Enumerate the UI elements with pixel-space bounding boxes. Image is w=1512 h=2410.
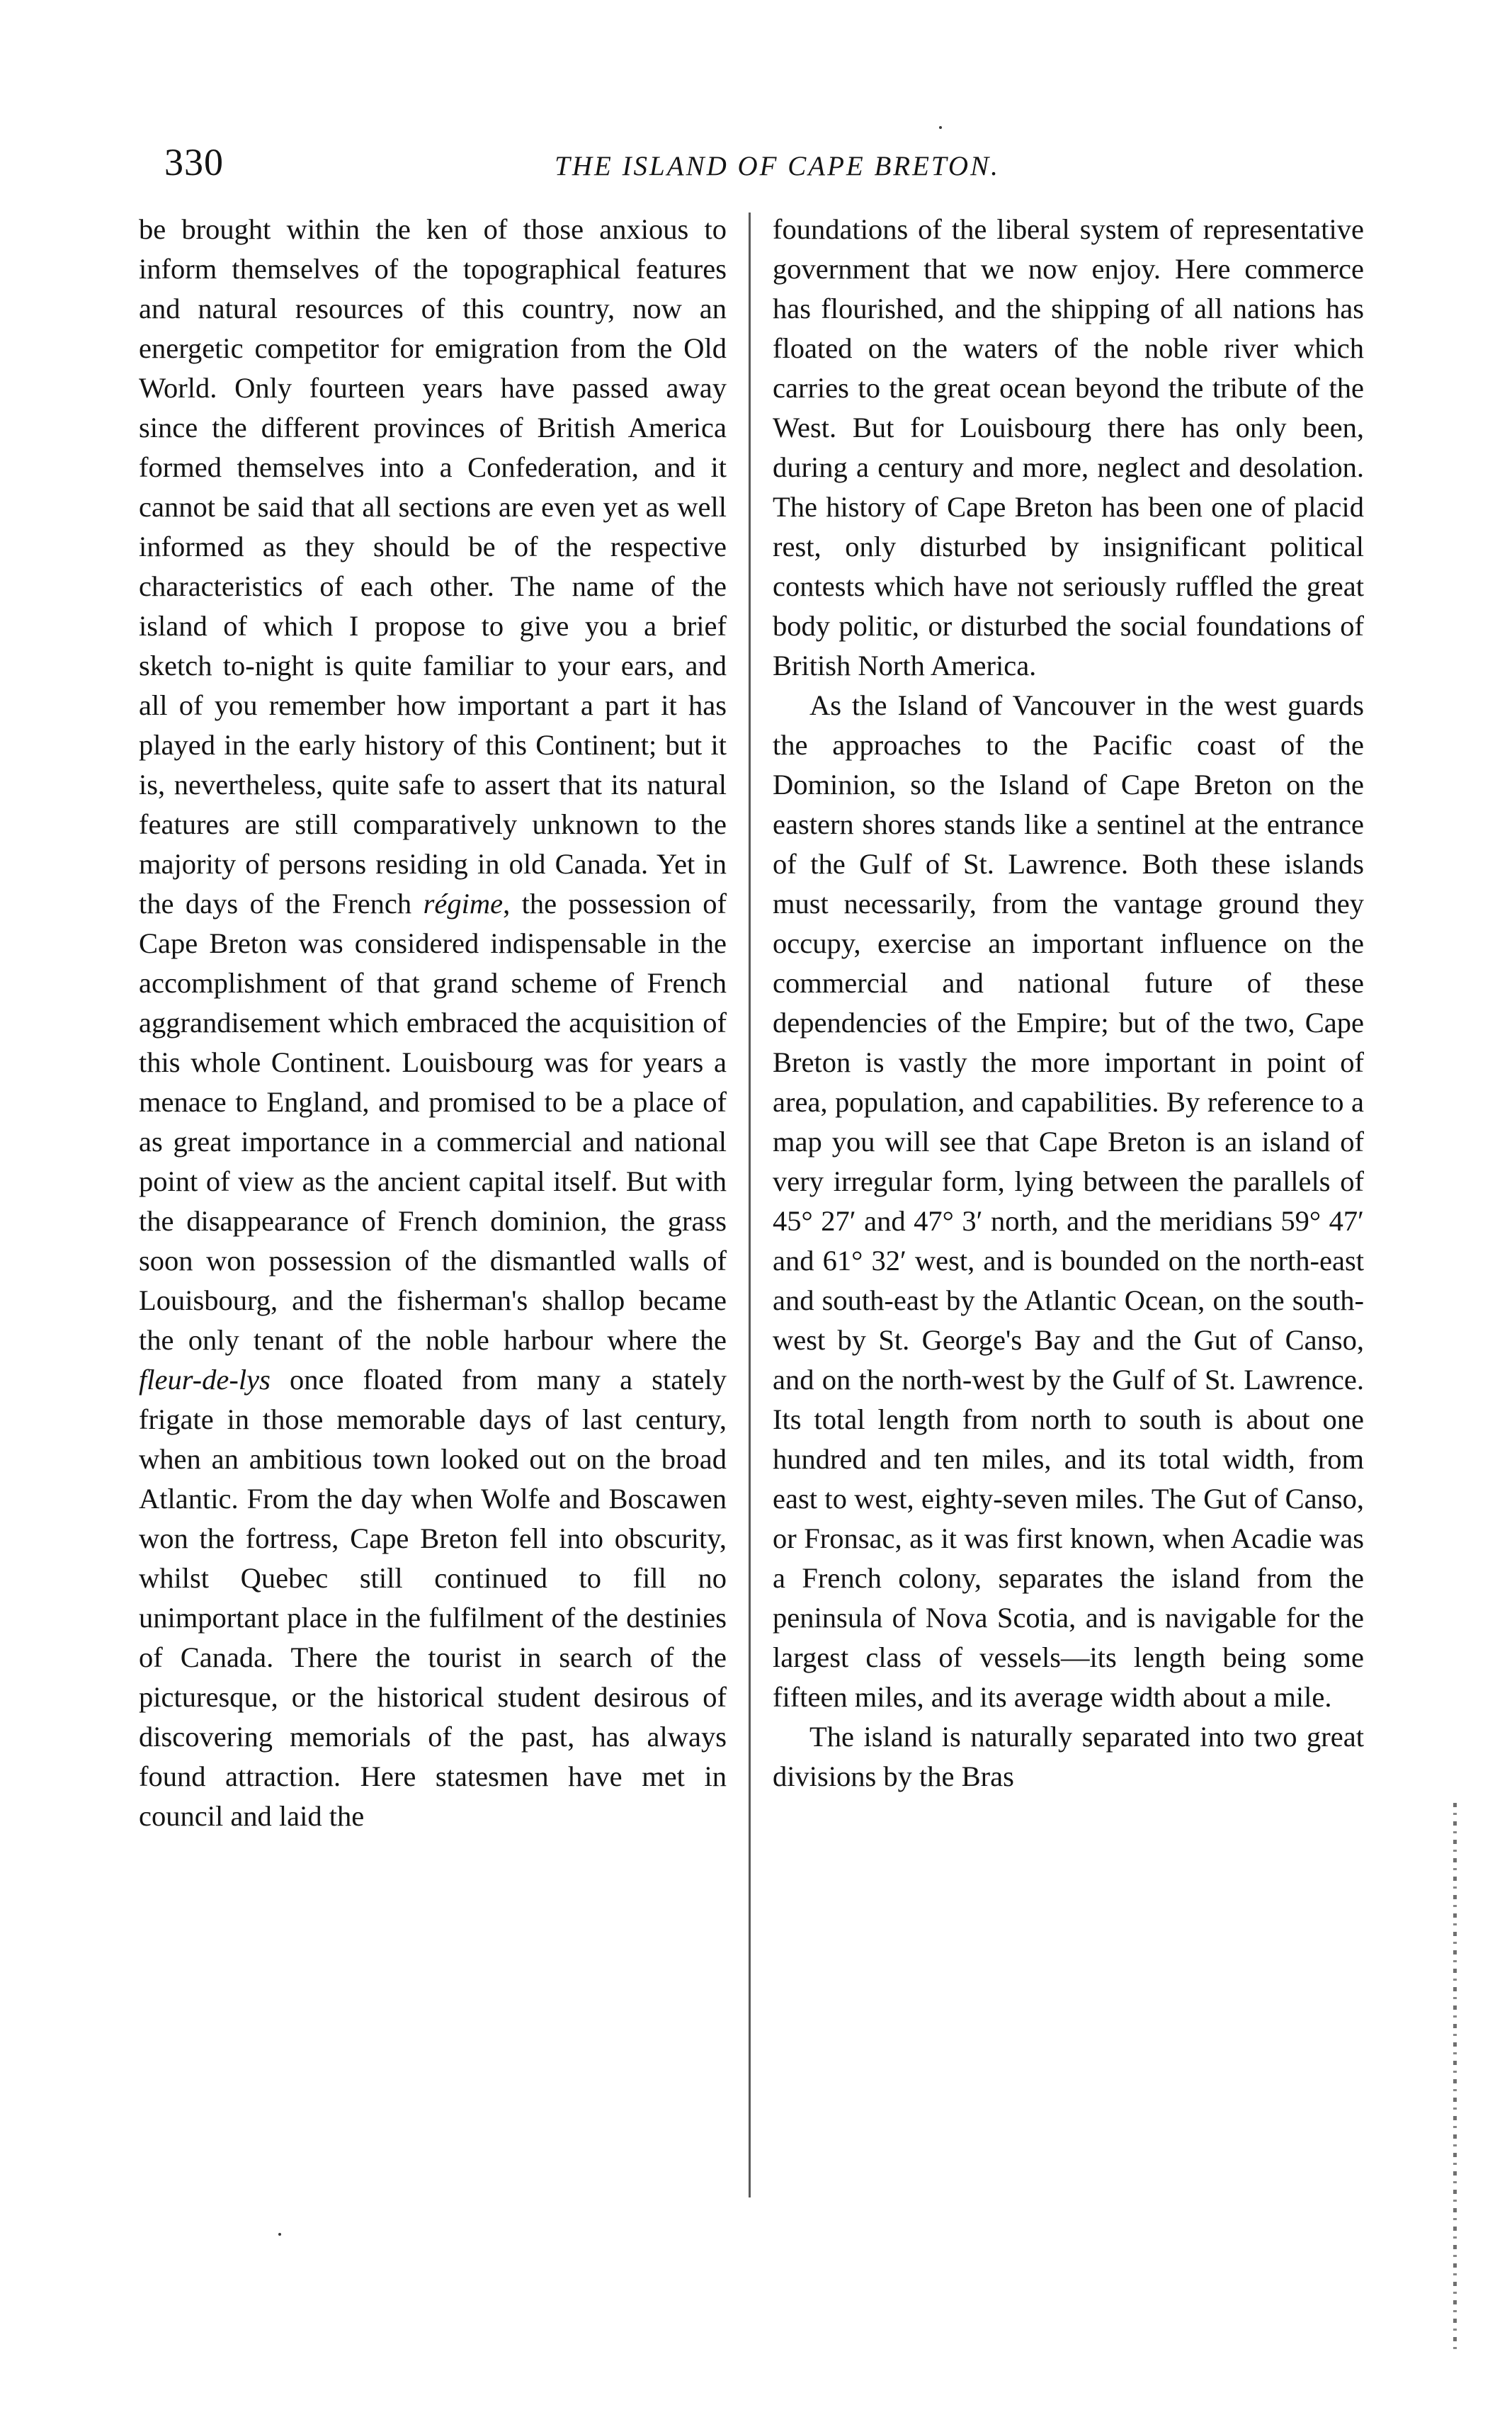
regime-italic: régime <box>423 888 504 920</box>
left-paragraph-1-part-b: , the possession of Cape Breton was considered indispensable in the accomplishment of that grand scheme of French aggrandisement which embraced the acquisition of this whole Continent. Louisbourg was for years a menace to England, and promised to be a place of as great importance in a commercial and national point of view as the ancient capital itself. But with the disappearance of French dominion, the grass soon won possession of the dismantled walls of Louisbourg, and the fisherman's shallop became the only tenant of the noble harbour where the <box>139 888 727 1356</box>
right-paragraph-2: As the Island of Vancouver in the west guards the approaches to the Pacific coast of the Dominion, so the Island of Cape Breton on the eastern shores stands like a sentinel at the entrance of the Gulf of St. Lawrence. Both these islands must necessarily, from the vantage ground they occupy, exercise an important influence on the commercial and national future of these dependencies of the Empire; but of the two, Cape Breton is vastly the more important in point of area, population, and capabilities. By reference to a map you will see that Cape Breton is an island of very irregular form, lying between the parallels of 45° 27′ and 47° 3′ north, and the meridians 59° 47′ and 61° 32′ west, and is bounded on the north-east and south-east by the Atlantic Ocean, on the south-west by St. George's Bay and the Gut of Canso, and on the north-west by the Gulf of St. Lawrence. Its total length from north to south is about one hundred and ten miles, and its total width, from east to west, eighty-seven miles. The Gut of Canso, or Fronsac, as it was first known, when Acadie was a French colony, separates the island from the peninsula of Nova Scotia, and is navigable for the largest class of vessels—its length being some fifteen miles, and its average width about a mile. <box>773 689 1364 1713</box>
running-head: THE ISLAND OF CAPE BRETON. <box>555 151 1000 181</box>
left-paragraph-1-part-a: be brought within the ken of those anxious to inform themselves of the topographical features and natural resources of this country, now an energetic competitor for emigration from the Old World. Only fourteen years have passed away since the different provinces of British America formed themselves into a Confederation, and it cannot be said that all sections are even yet as well informed as they should be of the respective characteristics of each other. The name of the island of which I propose to give you a brief sketch to-night is quite familiar to your ears, and all of you remember how important a part it has played in the early history of this Continent; but it is, nevertheless, quite safe to assert that its natural features are still comparatively unknown to the majority of persons residing in old Canada. Yet in the days of the French <box>139 213 727 920</box>
left-paragraph-1-part-c: once floated from many a stately frigate in those memorable days of last century, when an ambitious town looked out on the broad Atlantic. From the day when Wolfe and Boscawen won the fortress, Cape Breton fell into obscurity, whilst Quebec still continued to fill no unimportant place in the fulfilment of the destinies of Canada. There the tourist in search of the picturesque, or the historical student desirous of discovering memorials of the past, has always found attraction. Here statesmen have met in council and laid the <box>139 1364 727 1832</box>
right-paragraph-1: foundations of the liberal system of representative government that we now enjoy. Here commerce has flourished, and the shipping of all nations has floated on the waters of the noble river which carries to the great ocean beyond the tribute of the West. But for Louisbourg there has only been, during a century and more, neglect and desolation. The history of Cape Breton has been one of placid rest, only disturbed by insignificant political contests which have not seriously ruffled the great body politic, or disturbed the social foundations of British North America. <box>773 213 1364 681</box>
column-divider <box>749 213 751 2197</box>
page-number: 330 <box>164 141 224 183</box>
left-paragraph-1 <box>139 210 727 1836</box>
right-paragraph-3: The island is naturally separated into two great divisions by the Bras <box>773 1721 1364 1792</box>
margin-speck-bottom <box>278 2233 281 2236</box>
margin-speck-top <box>939 126 942 129</box>
left-column <box>139 210 727 1836</box>
right-column <box>773 210 1364 1797</box>
binding-margin-mark <box>1453 1803 1457 2355</box>
fleur-de-lys-italic: fleur-de-lys <box>139 1364 271 1396</box>
